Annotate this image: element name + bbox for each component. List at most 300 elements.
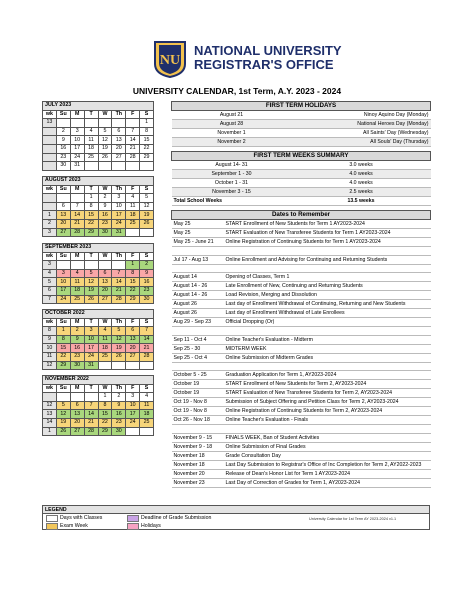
calendar-day: 11 [98,335,112,344]
calendar-day: 30 [70,361,84,370]
holidays-table [171,101,431,147]
month-calendar [42,243,154,304]
calendar-day: 29 [126,295,140,304]
weekday-header: M [70,110,84,119]
calendar-day: 12 [112,335,126,344]
calendar-day: 22 [56,352,70,361]
date-row [172,442,431,451]
holiday-row [172,138,431,147]
date-row [172,353,431,362]
calendar-day: 14 [84,410,98,419]
month-calendar [42,309,154,370]
event-description: Last day of Enrollment Withdrawal of Continuing, Returning and New Students [224,300,431,309]
calendar-day: 12 [98,136,112,145]
holiday-name: National Heroes Day (Monday) [292,120,431,129]
calendar-day: 8 [56,335,70,344]
calendar-day: 9 [140,269,154,278]
calendar-day [126,228,140,237]
event-date: November 20 [172,469,224,478]
event-description: Official Dropping (Or) [224,318,431,327]
university-seal-icon [152,40,188,78]
weekday-header: wk [43,185,57,194]
calendar-day: 2 [98,194,112,203]
date-row [172,407,431,416]
calendar-day: 25 [140,418,154,427]
calendar-day: 19 [84,286,98,295]
legend-title: LEGEND [43,506,429,514]
calendar-day: 9 [112,401,126,410]
weekday-header: F [126,318,140,327]
calendar-day: 23 [112,418,126,427]
weekday-header: F [126,185,140,194]
month-name: SEPTEMBER 2023 [43,244,154,253]
legend [42,505,430,530]
date-row [172,264,431,273]
calendar-day: 26 [112,352,126,361]
calendar-day: 27 [98,295,112,304]
date-row [172,327,431,336]
event-description: Last day of Enrollment Withdrawal of Late Enrollees [224,309,431,318]
date-row [172,469,431,478]
document-title: UNIVERSITY CALENDAR, 1st Term, A.Y. 2023 - 2024 [132,86,342,96]
calendar-day: 29 [98,427,112,436]
calendar-day: 13 [98,278,112,287]
holiday-row [172,129,431,138]
event-description: Graduation Application for Term 1, AY2023-2024 [224,371,431,380]
calendar-day [84,261,98,270]
weekday-header: S [140,384,154,393]
calendar-day [98,119,112,128]
calendar-day: 15 [140,136,154,145]
total-weeks-label: Total School Weeks [172,197,292,206]
weekday-header: W [98,252,112,261]
calendar-day: 21 [140,344,154,353]
calendar-day: 9 [56,136,70,145]
weekday-header: F [126,384,140,393]
weekday-header: F [126,252,140,261]
calendar-day [126,119,140,128]
weekday-header: T [84,185,98,194]
week-number [43,127,57,136]
weekday-header: Th [112,318,126,327]
weekday-header: M [70,252,84,261]
calendar-day [56,261,70,270]
event-description: Online Submission of Final Grades [224,442,431,451]
calendar-day [112,261,126,270]
calendar-day: 22 [140,144,154,153]
week-number: 4 [43,269,57,278]
event-date: May 25 - June 21 [172,238,224,247]
date-row [172,318,431,327]
calendar-day: 1 [56,327,70,336]
calendar-day: 28 [126,153,140,162]
calendar-day: 14 [140,335,154,344]
calendar-day: 4 [84,127,98,136]
calendar-day: 20 [98,286,112,295]
calendar-version-note: University Calendar for 1st Term AY 2023-2024 v1.1 [309,517,397,521]
calendar-day: 6 [70,401,84,410]
weekday-header: W [98,110,112,119]
calendar-day: 5 [98,127,112,136]
weeks-range: November 3 - 15 [172,188,292,197]
calendar-day: 20 [126,344,140,353]
calendar-day: 19 [56,418,70,427]
event-description: Online Enrollment and Advising for Continuing and Returning Students [224,255,431,264]
calendar-day: 19 [140,211,154,220]
calendar-day: 10 [84,335,98,344]
weeks-summary-row [172,188,431,197]
week-number: 13 [43,410,57,419]
date-row [172,416,431,425]
date-row [172,229,431,238]
calendar-day [70,261,84,270]
calendar-day: 4 [126,194,140,203]
calendar-day: 18 [84,144,98,153]
week-number: 1 [43,211,57,220]
calendar-day: 30 [140,295,154,304]
calendar-day: 16 [140,278,154,287]
date-row [172,362,431,371]
calendar-day [126,427,140,436]
calendar-day: 26 [56,427,70,436]
holidays-title: FIRST TERM HOLIDAYS [172,102,431,111]
calendar-day: 2 [56,127,70,136]
calendar-day: 13 [56,211,70,220]
calendar-day: 14 [70,211,84,220]
weekday-header: Su [56,185,70,194]
calendar-day: 8 [140,127,154,136]
weekday-header: T [84,252,98,261]
date-row [172,247,431,256]
date-row [172,389,431,398]
calendar-day: 17 [84,344,98,353]
calendar-day [98,261,112,270]
date-row [172,300,431,309]
calendar-day: 24 [56,295,70,304]
weekday-header: Su [56,252,70,261]
weekday-header: Su [56,318,70,327]
calendar-day: 8 [126,269,140,278]
month-name: JULY 2023 [43,102,154,111]
week-number [43,194,57,203]
event-description: Load Revision, Merging and Dissolution [224,291,431,300]
calendar-day: 20 [112,144,126,153]
holiday-date: August 28 [172,120,292,129]
calendar-day [84,162,98,171]
event-date: November 9 - 18 [172,442,224,451]
week-number: 7 [43,295,57,304]
event-date: November 23 [172,478,224,487]
calendar-day: 1 [98,393,112,402]
month-calendar [42,176,154,237]
date-row [172,398,431,407]
calendar-day: 22 [98,418,112,427]
holiday-name: All Saints' Day (Wednesday) [292,129,431,138]
calendar-day: 22 [126,286,140,295]
week-number: 3 [43,228,57,237]
calendar-day [98,361,112,370]
calendar-day: 22 [84,219,98,228]
event-description [224,264,431,273]
week-number: 12 [43,401,57,410]
calendar-day [126,361,140,370]
event-description: START Enrollment of New Students for Term 2, AY2023-2024 [224,380,431,389]
event-date: Oct 26 - Nov 18 [172,416,224,425]
event-date: August 26 [172,300,224,309]
week-number [43,202,57,211]
calendar-day: 24 [84,352,98,361]
event-date: August 26 [172,309,224,318]
event-description: Opening of Classes, Term 1 [224,273,431,282]
month-calendar [42,101,154,171]
calendar-day: 30 [98,228,112,237]
calendar-day: 9 [98,202,112,211]
calendar-day: 19 [98,144,112,153]
calendar-day: 17 [56,286,70,295]
month-calendar [42,375,154,436]
date-row [172,460,431,469]
weekday-header: Su [56,110,70,119]
exam-week-swatch [46,523,58,530]
calendar-day: 18 [126,211,140,220]
calendar-day: 2 [112,393,126,402]
calendar-day: 13 [112,136,126,145]
calendar-day: 10 [70,136,84,145]
weeks-summary-title: FIRST TERM WEEKS SUMMARY [172,152,431,161]
weekday-header: wk [43,384,57,393]
calendar-day: 4 [70,269,84,278]
event-date: October 19 [172,389,224,398]
calendar-day: 3 [70,127,84,136]
weeks-summary-row [172,161,431,170]
organization-line-2: REGISTRAR'S OFFICE [194,57,334,72]
month-name: AUGUST 2023 [43,177,154,186]
calendar-day: 27 [126,352,140,361]
calendar-day: 21 [84,418,98,427]
weekday-header: wk [43,110,57,119]
total-weeks-value: 13.5 weeks [292,197,431,206]
calendar-day: 31 [70,162,84,171]
holiday-date: November 2 [172,138,292,147]
calendar-day: 4 [98,327,112,336]
week-number: 6 [43,286,57,295]
weeks-summary-row [172,170,431,179]
exam-week-label: Exam Week [60,523,88,529]
weekday-header: M [70,384,84,393]
calendar-day: 4 [140,393,154,402]
calendar-day: 25 [70,295,84,304]
event-description: Grade Consultation Day [224,451,431,460]
week-number [43,136,57,145]
calendar-day: 23 [56,153,70,162]
calendar-day [126,162,140,171]
event-date: Aug 29 - Sep 23 [172,318,224,327]
calendar-day: 1 [126,261,140,270]
event-description [224,425,431,434]
calendar-day: 6 [126,327,140,336]
calendar-day: 31 [84,361,98,370]
calendar-day: 8 [98,401,112,410]
calendar-day: 25 [84,153,98,162]
calendar-day: 17 [70,144,84,153]
days-with-classes-label: Days with Classes [60,515,103,521]
weekday-header: S [140,318,154,327]
calendar-day: 20 [56,219,70,228]
event-date [172,327,224,336]
calendar-day: 3 [126,393,140,402]
week-number: 3 [43,261,57,270]
calendar-day [140,427,154,436]
weeks-summary-row [172,179,431,188]
date-row [172,371,431,380]
calendar-day: 10 [56,278,70,287]
calendar-day: 15 [126,278,140,287]
calendar-day: 18 [70,286,84,295]
date-row [172,335,431,344]
dates-to-remember-table [171,210,431,488]
event-description: Late Enrollment of New, Continuing and Returning Students [224,282,431,291]
calendar-day: 16 [98,211,112,220]
calendar-day [56,194,70,203]
weeks-count: 2.5 weeks [292,188,431,197]
days-with-classes-swatch [46,515,58,522]
week-number: 12 [43,361,57,370]
calendar-day: 12 [140,202,154,211]
calendar-day: 27 [56,228,70,237]
weekday-header: S [140,252,154,261]
calendar-day: 3 [112,194,126,203]
calendar-day: 23 [140,286,154,295]
week-number: 13 [43,119,57,128]
deadline-swatch [127,515,139,522]
calendar-day: 25 [98,352,112,361]
calendar-day: 12 [56,410,70,419]
calendar-day: 28 [84,427,98,436]
calendar-day [140,361,154,370]
calendar-day: 25 [126,219,140,228]
calendar-day [140,162,154,171]
weekday-header: Th [112,185,126,194]
calendar-day: 14 [112,278,126,287]
calendar-day: 26 [140,219,154,228]
calendar-day [84,119,98,128]
weeks-range: September 1 - 30 [172,170,292,179]
event-date: August 14 - 26 [172,282,224,291]
event-description: Release of Dean's Honor List for Term 1 AY2023-2024 [224,469,431,478]
week-number: 8 [43,327,57,336]
seal-lettering: NU [159,53,181,68]
event-date: November 18 [172,460,224,469]
event-description: FINALS WEEK, Ban of Student Activities [224,433,431,442]
weekday-header: wk [43,318,57,327]
event-description: Online Registration of Continuing Students for Term 2, AY2023-2024 [224,407,431,416]
event-date [172,425,224,434]
calendar-day: 23 [98,219,112,228]
date-row [172,451,431,460]
calendar-day: 3 [56,269,70,278]
weekday-header: T [84,318,98,327]
calendar-day: 29 [56,361,70,370]
date-row [172,380,431,389]
week-number [43,162,57,171]
calendar-day [112,119,126,128]
weekday-header: T [84,110,98,119]
holiday-name: Ninoy Aquino Day (Monday) [292,111,431,120]
calendar-day [70,119,84,128]
calendar-day: 1 [140,119,154,128]
calendar-day: 29 [84,228,98,237]
holidays-legend-label: Holidays [141,523,161,529]
week-number [43,153,57,162]
calendar-day: 15 [84,211,98,220]
calendar-day [140,228,154,237]
event-description: Online Registration of Continuing Students for Term 1 AY2023-2024 [224,238,431,247]
weeks-count: 3.0 weeks [292,161,431,170]
calendar-day: 11 [126,202,140,211]
calendar-day [112,162,126,171]
calendar-day: 5 [140,194,154,203]
event-date: August 14 - 26 [172,291,224,300]
calendar-day: 16 [112,410,126,419]
calendar-day: 11 [84,136,98,145]
calendar-day [70,194,84,203]
calendar-day: 28 [70,228,84,237]
week-number [43,144,57,153]
calendar-day: 7 [126,127,140,136]
holiday-name: All Souls' Day (Thursday) [292,138,431,147]
weeks-range: August 14- 31 [172,161,292,170]
event-date [172,264,224,273]
month-name: OCTOBER 2022 [43,310,154,319]
weekday-header: wk [43,252,57,261]
week-number: 10 [43,344,57,353]
calendar-day: 28 [112,295,126,304]
calendar-day: 6 [112,127,126,136]
weekday-header: F [126,110,140,119]
calendar-day [112,361,126,370]
event-date [172,362,224,371]
week-number: 9 [43,335,57,344]
event-date: May 25 [172,229,224,238]
calendar-day: 31 [112,228,126,237]
calendar-day [70,393,84,402]
calendar-day: 5 [56,401,70,410]
event-description: Last Day Submission to Registrar's Office of Inc Completion for Term 2, AY2022-2023 [224,460,431,469]
event-date: November 18 [172,451,224,460]
weekday-header: Th [112,252,126,261]
weekday-header: Th [112,110,126,119]
calendar-day: 21 [126,144,140,153]
calendar-day: 16 [56,144,70,153]
calendar-day: 30 [56,162,70,171]
calendar-day: 7 [84,401,98,410]
weeks-count: 4.0 weeks [292,179,431,188]
calendar-day [56,393,70,402]
calendar-day: 24 [126,418,140,427]
calendar-day: 14 [126,136,140,145]
calendar-day: 13 [126,335,140,344]
event-date: May 25 [172,220,224,229]
holidays-swatch [127,523,139,530]
calendar-day: 2 [70,327,84,336]
dates-title: Dates to Remember [172,211,431,220]
holiday-row [172,111,431,120]
event-description: START Enrollment of New Students for Term 1 AY2023-2024 [224,220,431,229]
weekday-header: M [70,318,84,327]
date-row [172,309,431,318]
deadline-label: Deadline of Grade Submission [141,515,212,521]
week-number: 14 [43,418,57,427]
